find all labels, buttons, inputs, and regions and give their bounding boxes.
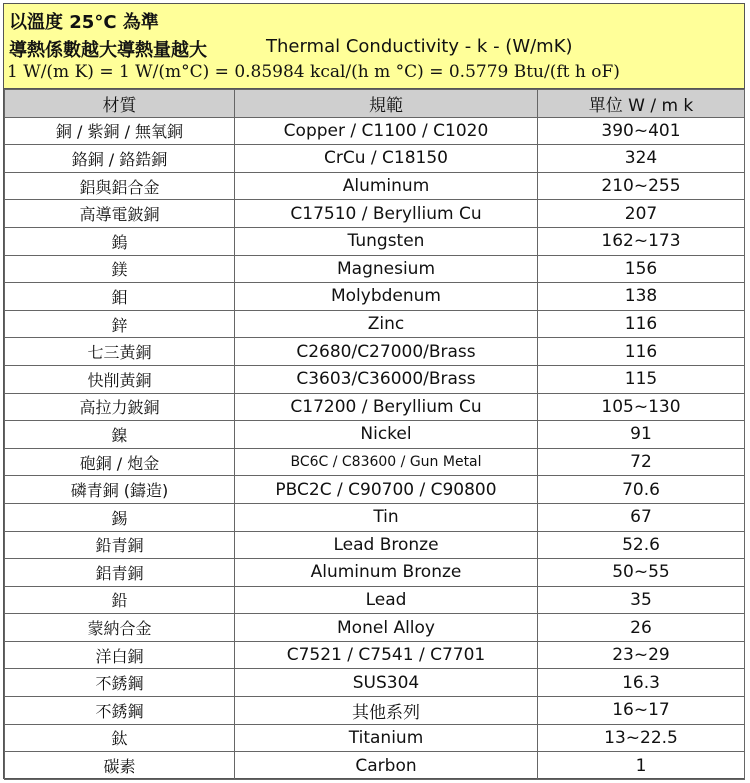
conductivity-cell: 210~255 [538, 172, 745, 200]
table-row [5, 117, 745, 145]
conductivity-cell: 115 [538, 365, 745, 393]
material-cell: 鉛 [5, 586, 235, 614]
conductivity-cell: 116 [538, 310, 745, 338]
table-row [5, 227, 745, 255]
spec-cell: Copper / C1100 / C1020 [235, 117, 538, 145]
table-row [5, 172, 745, 200]
material-cell: 快削黃銅 [5, 365, 235, 393]
table-row [5, 200, 745, 228]
table-row [5, 448, 745, 476]
material-cell: 不銹鋼 [5, 669, 235, 697]
spec-cell: Titanium [235, 724, 538, 752]
spec-cell: Lead Bronze [235, 531, 538, 559]
spec-cell: C2680/C27000/Brass [235, 338, 538, 366]
material-cell: 不銹鋼 [5, 697, 235, 725]
material-cell: 高拉力鈹銅 [5, 393, 235, 421]
conductivity-cell: 13~22.5 [538, 724, 745, 752]
material-cell: 鎢 [5, 227, 235, 255]
table-row [5, 310, 745, 338]
table-row [5, 476, 745, 504]
table-row [5, 503, 745, 531]
conductivity-cell: 390~401 [538, 117, 745, 145]
table-row [5, 145, 745, 173]
spec-cell: Tin [235, 503, 538, 531]
conductivity-cell: 50~55 [538, 559, 745, 587]
material-cell: 鎳 [5, 421, 235, 449]
material-cell: 砲銅 / 炮金 [5, 448, 235, 476]
table-row [5, 752, 745, 780]
spec-cell: Molybdenum [235, 283, 538, 311]
material-cell: 鉬 [5, 283, 235, 311]
conductivity-cell: 138 [538, 283, 745, 311]
spec-cell: Lead [235, 586, 538, 614]
spec-cell: Magnesium [235, 255, 538, 283]
column-header-unit: 單位 W / m k [538, 90, 745, 118]
column-header-material: 材質 [5, 90, 235, 118]
material-cell: 鈦 [5, 724, 235, 752]
spec-cell: PBC2C / C90700 / C90800 [235, 476, 538, 504]
spec-cell: Nickel [235, 421, 538, 449]
material-cell: 鋁青銅 [5, 559, 235, 587]
spec-cell: 其他系列 [235, 697, 538, 725]
table-row [5, 614, 745, 642]
conductivity-cell: 105~130 [538, 393, 745, 421]
conductivity-cell: 156 [538, 255, 745, 283]
material-cell: 錫 [5, 503, 235, 531]
material-cell: 洋白銅 [5, 641, 235, 669]
conductivity-table [4, 89, 745, 780]
table-row [5, 724, 745, 752]
material-cell: 鉛青銅 [5, 531, 235, 559]
table-row [5, 559, 745, 587]
conductivity-cell: 162~173 [538, 227, 745, 255]
conductivity-cell: 116 [538, 338, 745, 366]
spec-cell: C7521 / C7541 / C7701 [235, 641, 538, 669]
spec-cell: Tungsten [235, 227, 538, 255]
table-header-row [5, 90, 745, 118]
spec-cell: C3603/C36000/Brass [235, 365, 538, 393]
conductivity-cell: 72 [538, 448, 745, 476]
conductivity-cell: 35 [538, 586, 745, 614]
conductivity-cell: 70.6 [538, 476, 745, 504]
conductivity-cell: 67 [538, 503, 745, 531]
spec-cell: Zinc [235, 310, 538, 338]
table-row [5, 697, 745, 725]
material-cell: 鋁與鋁合金 [5, 172, 235, 200]
column-header-spec: 規範 [235, 90, 538, 118]
material-cell: 七三黃銅 [5, 338, 235, 366]
table-row [5, 586, 745, 614]
conductivity-cell: 16~17 [538, 697, 745, 725]
conductivity-note-zh: 導熱係數越大導熱量越大 [9, 40, 207, 61]
material-cell: 碳素 [5, 752, 235, 780]
material-cell: 鋅 [5, 310, 235, 338]
material-cell: 銅 / 紫銅 / 無氧銅 [5, 117, 235, 145]
material-cell: 高導電鈹銅 [5, 200, 235, 228]
temperature-note: 以溫度 25°C 為準 [9, 12, 159, 33]
table-row [5, 531, 745, 559]
table-row [5, 393, 745, 421]
material-cell: 鉻銅 / 鉻鋯銅 [5, 145, 235, 173]
unit-conversion: 1 W/(m K) = 1 W/(m°C) = 0.85984 kcal/(h m °C) = 0.5779 Btu/(ft h oF) [7, 62, 620, 82]
conductivity-cell: 26 [538, 614, 745, 642]
table-row [5, 365, 745, 393]
table-row [5, 255, 745, 283]
material-cell: 鎂 [5, 255, 235, 283]
material-cell: 蒙納合金 [5, 614, 235, 642]
spec-cell: C17200 / Beryllium Cu [235, 393, 538, 421]
spec-cell: Monel Alloy [235, 614, 538, 642]
spec-cell: C17510 / Beryllium Cu [235, 200, 538, 228]
spec-cell: Aluminum [235, 172, 538, 200]
material-cell: 磷青銅 (鑄造) [5, 476, 235, 504]
table-row [5, 283, 745, 311]
conductivity-cell: 16.3 [538, 669, 745, 697]
conductivity-cell: 52.6 [538, 531, 745, 559]
conductivity-chart [3, 3, 745, 779]
spec-cell: BC6C / C83600 / Gun Metal [235, 448, 538, 476]
table-row [5, 421, 745, 449]
conductivity-cell: 23~29 [538, 641, 745, 669]
table-row [5, 641, 745, 669]
conductivity-cell: 324 [538, 145, 745, 173]
table-row [5, 669, 745, 697]
table-row [5, 338, 745, 366]
header-banner [4, 4, 744, 89]
spec-cell: CrCu / C18150 [235, 145, 538, 173]
conductivity-cell: 1 [538, 752, 745, 780]
conductivity-cell: 207 [538, 200, 745, 228]
conductivity-cell: 91 [538, 421, 745, 449]
spec-cell: Carbon [235, 752, 538, 780]
spec-cell: SUS304 [235, 669, 538, 697]
spec-cell: Aluminum Bronze [235, 559, 538, 587]
conductivity-title-en: Thermal Conductivity - k - (W/mK) [266, 36, 573, 57]
